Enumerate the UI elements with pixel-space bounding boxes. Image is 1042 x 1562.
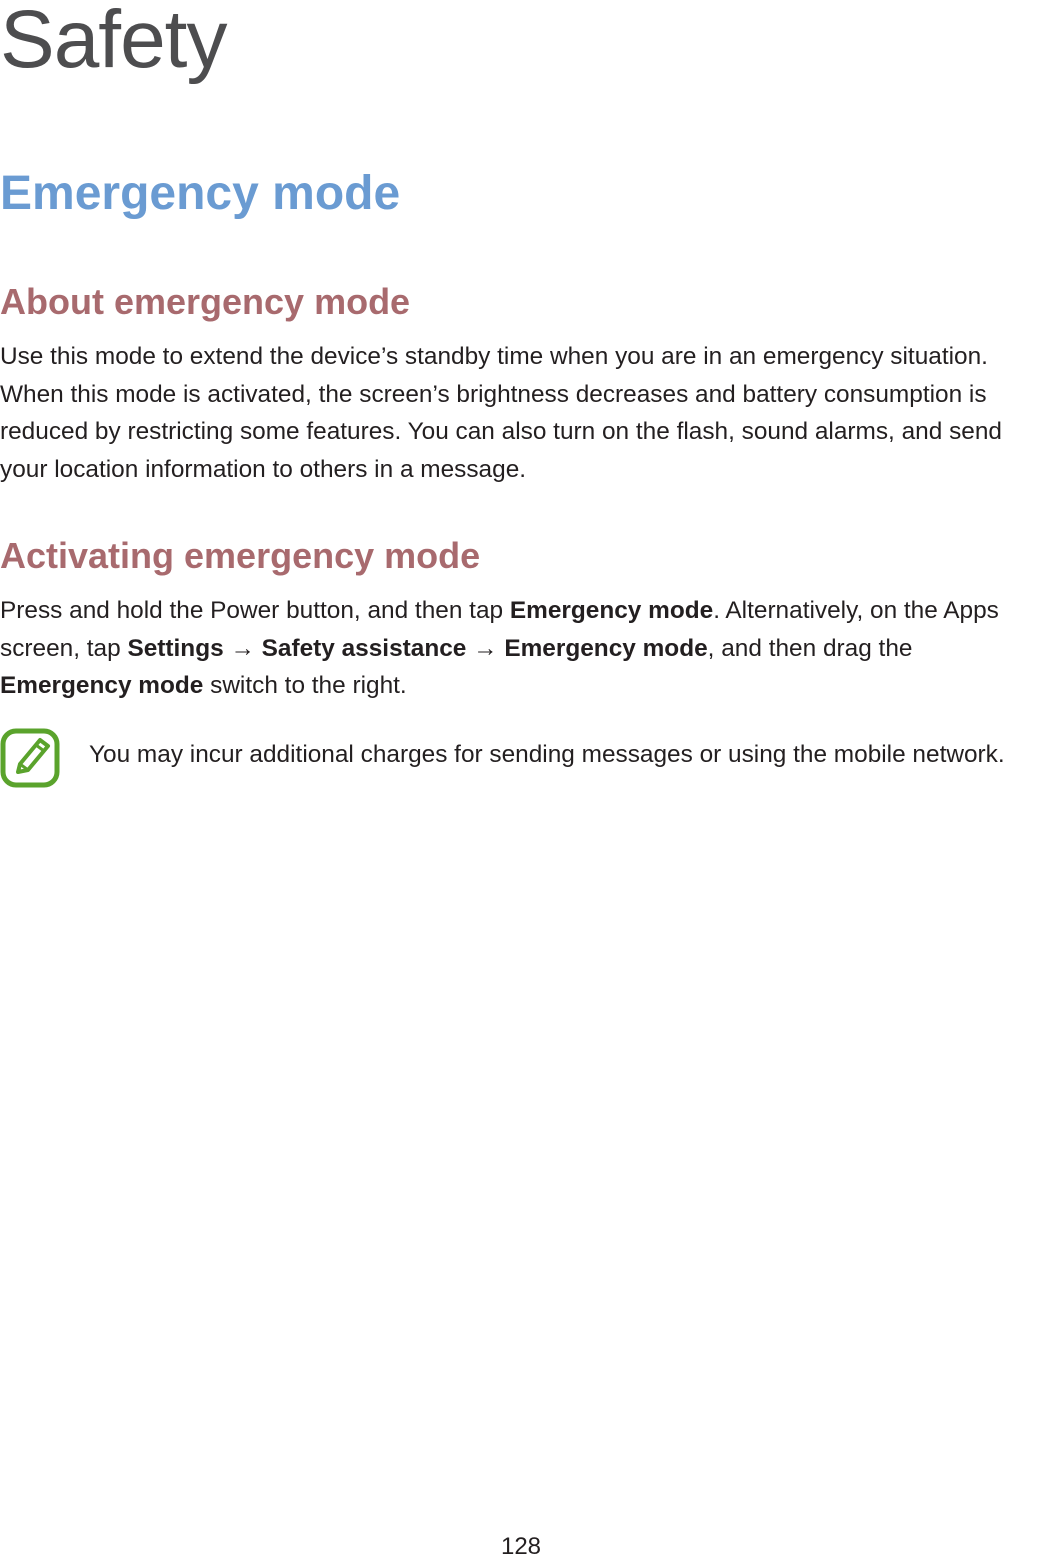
- arrow-separator: →: [466, 634, 505, 662]
- chapter-title: Safety: [0, 0, 227, 85]
- safety-assistance-term: Safety assistance: [261, 634, 467, 662]
- activating-text-3: , and then drag the: [707, 634, 913, 662]
- emergency-mode-term: Emergency mode: [504, 634, 708, 662]
- activating-text-2: . Alternatively, on the Apps screen, tap: [0, 597, 999, 662]
- note-text: You may incur additional charges for sending messages or using the mobile network.: [89, 741, 1005, 768]
- page-number: 128: [500, 1533, 542, 1560]
- note-block: [0, 728, 1042, 788]
- arrow-separator: →: [223, 634, 262, 662]
- activating-heading: Activating emergency mode: [0, 535, 481, 576]
- activating-paragraph: [0, 592, 1040, 705]
- about-paragraph: Use this mode to extend the device’s standby time when you are in an emergency situation. When this mode is activated, the screen’s brightness decreases and battery consumption is reduced by restricting some features. You can also turn on the flash, sound alarms, and send your location information to others in a message.: [0, 343, 1002, 483]
- note-pencil-icon: [0, 728, 60, 788]
- emergency-mode-switch-term: Emergency mode: [0, 672, 204, 700]
- section-title: Emergency mode: [0, 167, 401, 220]
- about-heading: About emergency mode: [0, 281, 411, 322]
- emergency-mode-term: Emergency mode: [509, 597, 714, 624]
- settings-term: Settings: [127, 634, 224, 662]
- activating-text-4: switch to the right.: [203, 672, 407, 700]
- activating-text-1: Press and hold the Power button, and then tap: [0, 597, 510, 624]
